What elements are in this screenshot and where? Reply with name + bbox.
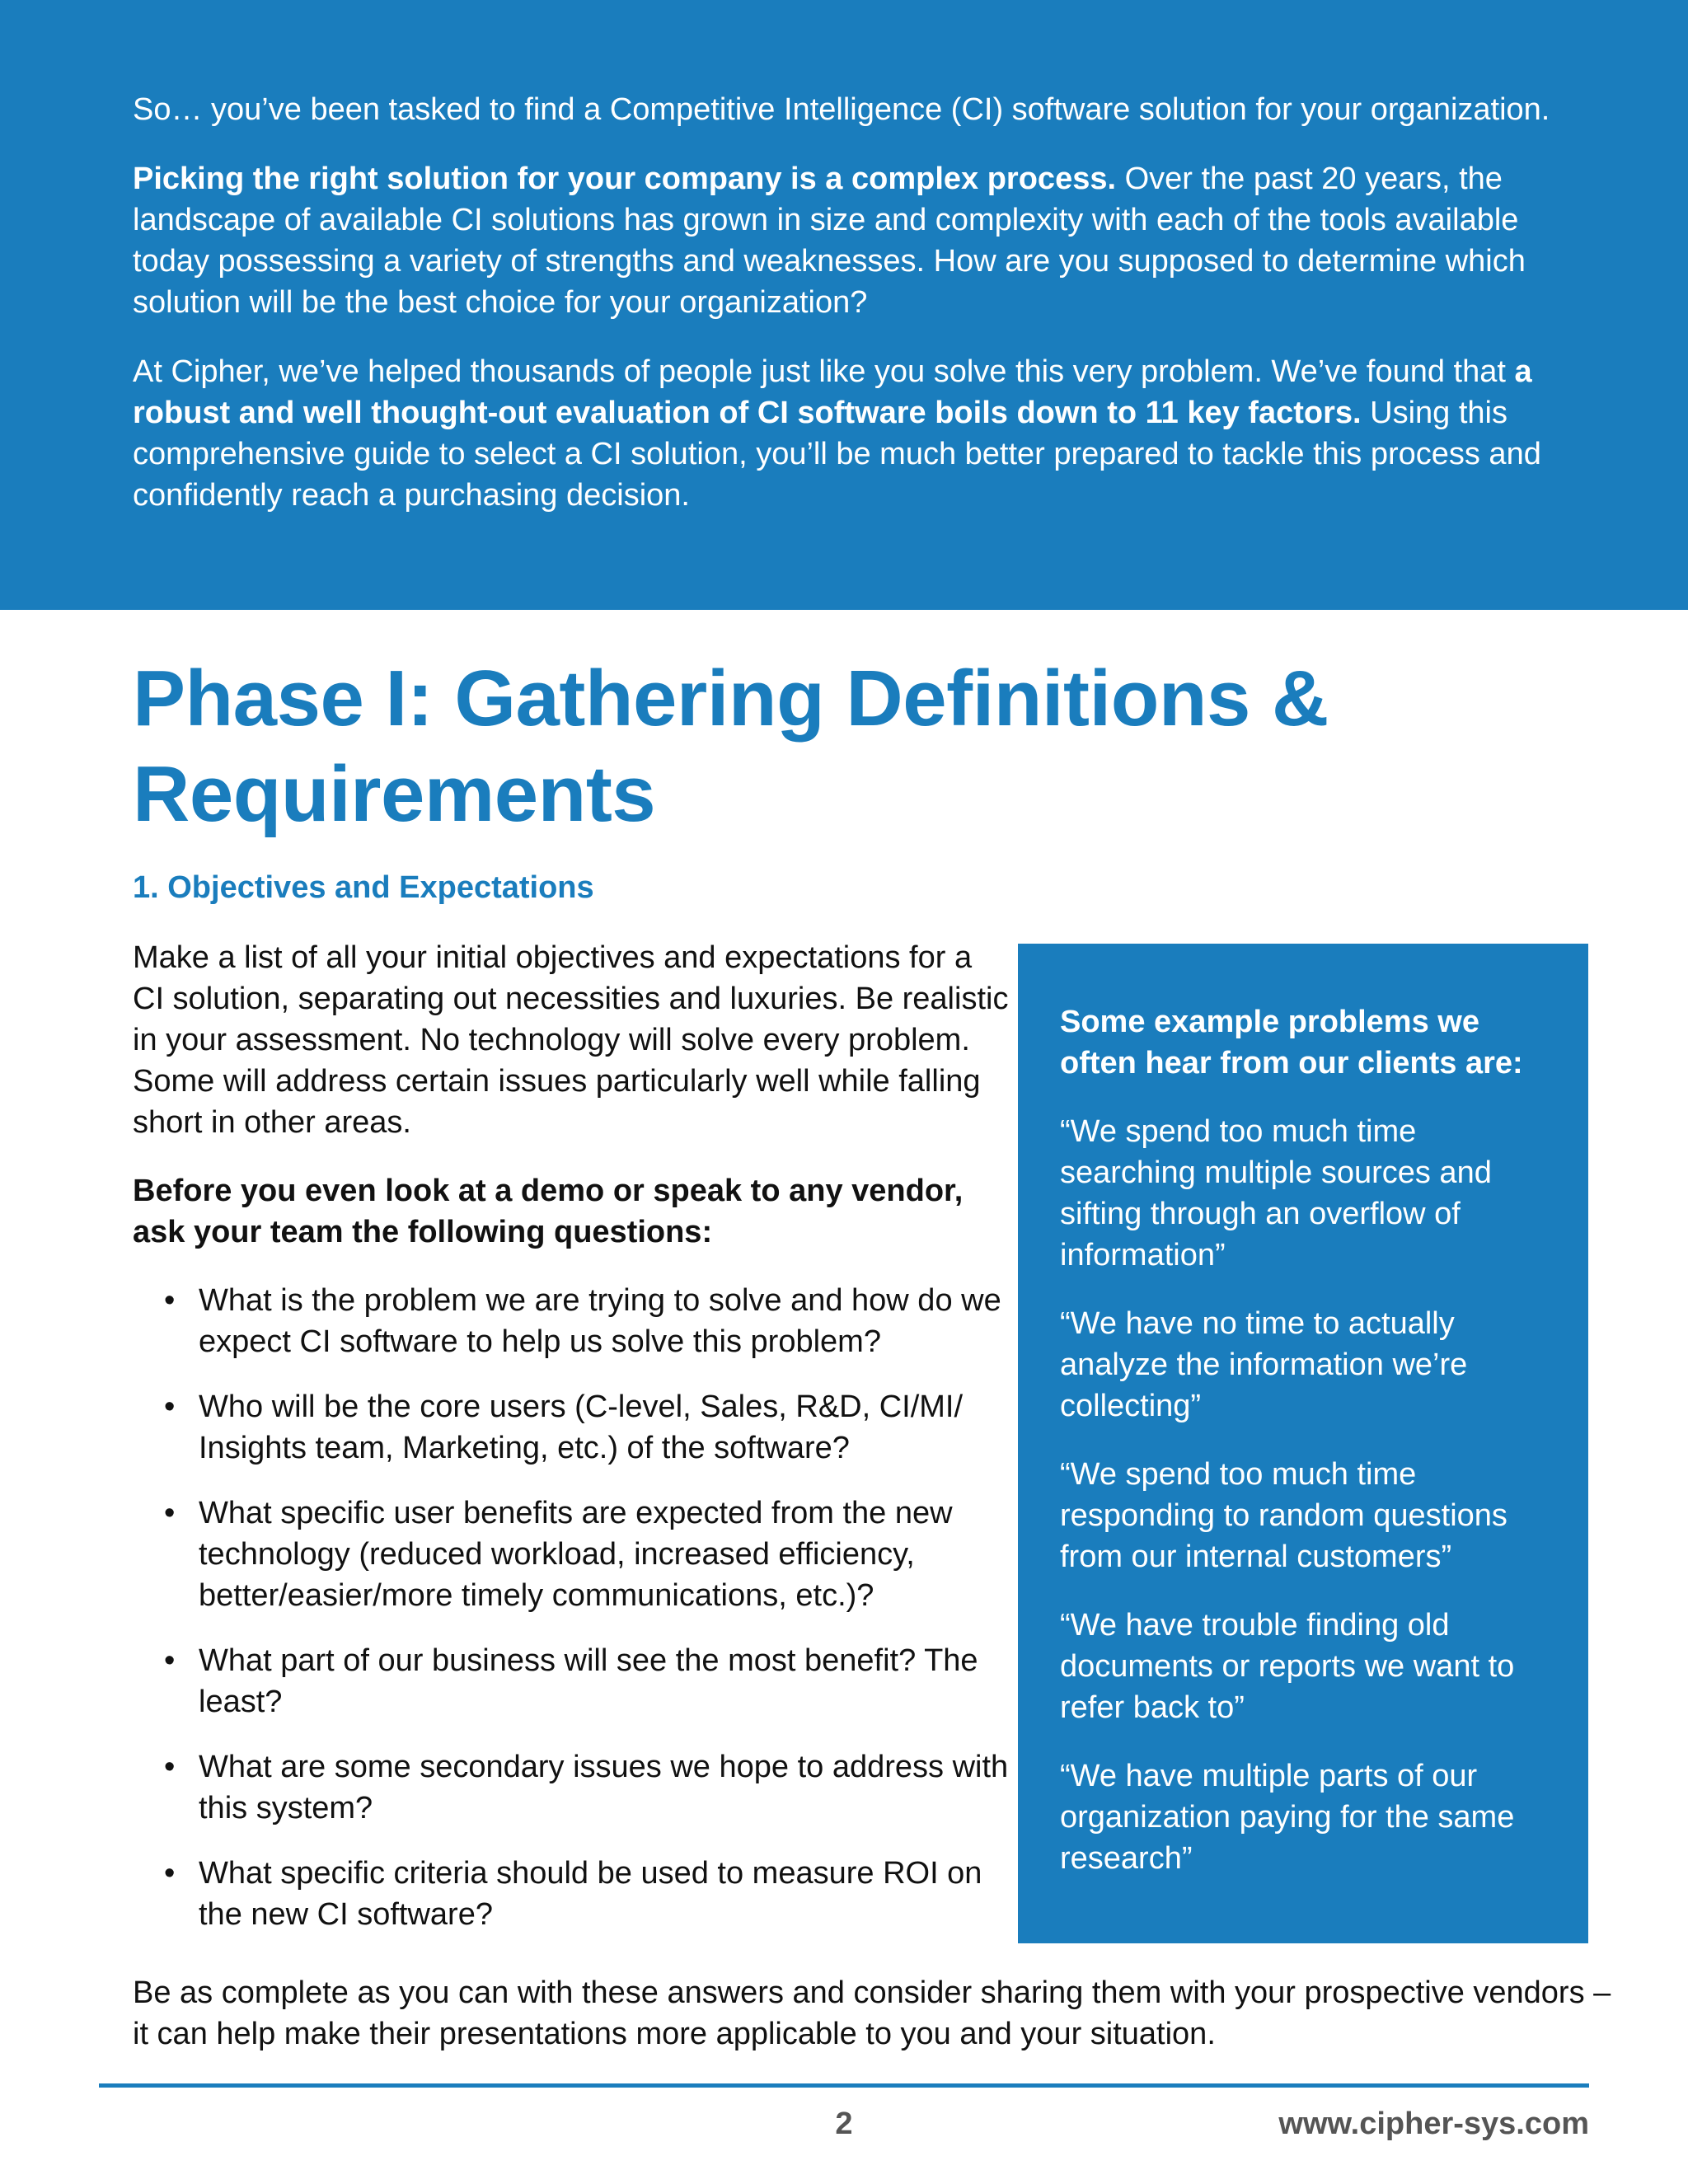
callout-quote: “We have trouble finding old documents or reports we want to refer back to”: [1060, 1608, 1515, 1725]
objectives-intro: Make a list of all your initial objectives and expectations for a CI solution, separating out necessities and luxuries. Be realistic in your assessment. No technology will solve every problem. Some will address certain issues particularly well while falling short in other areas.: [133, 940, 1009, 1140]
questions-list: [133, 1280, 1010, 1935]
intro-paragraph-2: Picking the right solution for your company is a complex process. Over the past 20 years, the landscape of available CI solutions has grown in size and complexity with each of the tools available today possessing a variety of strengths and weaknesses. How are you supposed to determine which solution will be the best choice for your organization?: [133, 162, 1526, 320]
bullet-icon: •: [164, 1390, 176, 1424]
list-item: • Who will be the core users (C-level, Sales, R&D, CI/MI/ Insights team, Marketing, etc.) of the software?: [199, 1386, 1010, 1469]
intro-banner: [0, 0, 1688, 610]
callout-quote: “We have multiple parts of our organization paying for the same research”: [1060, 1759, 1515, 1876]
callout-quote: “We spend too much time responding to random questions from our internal customers”: [1060, 1457, 1507, 1574]
phase-title: Phase I: Gathering Definitions & Requirements: [133, 654, 1329, 838]
list-item: • What part of our business will see the most benefit? The least?: [199, 1640, 1010, 1722]
bullet-icon: •: [164, 1750, 176, 1784]
objectives-column: [133, 937, 1010, 1959]
bullet-icon: •: [164, 1856, 176, 1891]
example-problems-callout: [1018, 944, 1588, 1943]
callout-title: Some example problems we often hear from our clients are:: [1060, 1005, 1523, 1080]
closing-paragraph: Be as complete as you can with these answers and consider sharing them with your prospective vendors – it can help make their presentations more applicable to you and your situation.: [133, 1975, 1611, 2051]
page-number: 2: [835, 2107, 853, 2141]
bullet-icon: •: [164, 1643, 176, 1678]
list-item: • What specific user benefits are expected from the new technology (reduced workload, increased efficiency, better/easier/more timely communications, etc.)?: [199, 1493, 1010, 1616]
bullet-icon: •: [164, 1283, 176, 1318]
intro-paragraph-3-emphasis: a robust and well thought-out evaluation of CI software boils down to 11 key factors.: [133, 354, 1532, 430]
list-item: • What is the problem we are trying to solve and how do we expect CI software to help us solve this problem?: [199, 1280, 1010, 1362]
questions-lead: Before you even look at a demo or speak to any vendor, ask your team the following questions:: [133, 1174, 964, 1249]
callout-quote: “We have no time to actually analyze the information we’re collecting”: [1060, 1306, 1468, 1423]
bullet-icon: •: [164, 1496, 176, 1530]
section-heading: 1. Objectives and Expectations: [133, 870, 594, 905]
intro-paragraph-1: So… you’ve been tasked to find a Competitive Intelligence (CI) software solution for your organization.: [133, 92, 1550, 127]
list-item: • What specific criteria should be used to measure ROI on the new CI software?: [199, 1853, 1010, 1935]
list-item: • What are some secondary issues we hope to address with this system?: [199, 1746, 1010, 1829]
intro-paragraph-2-emphasis: Picking the right solution for your company is a complex process.: [133, 162, 1117, 196]
callout-quote: “We spend too much time searching multiple sources and sifting through an overflow of information”: [1060, 1114, 1492, 1272]
footer-divider: [99, 2083, 1589, 2088]
intro-paragraph-3: At Cipher, we’ve helped thousands of people just like you solve this very problem. We’ve found that a robust and well thought-out evaluation of CI software boils down to 11 key factors. Using this comprehensive guide to select a CI solution, you’ll be much better prepared to tackle this process and confidently reach a purchasing decision.: [133, 354, 1541, 513]
website-link[interactable]: www.cipher-sys.com: [1278, 2107, 1589, 2141]
